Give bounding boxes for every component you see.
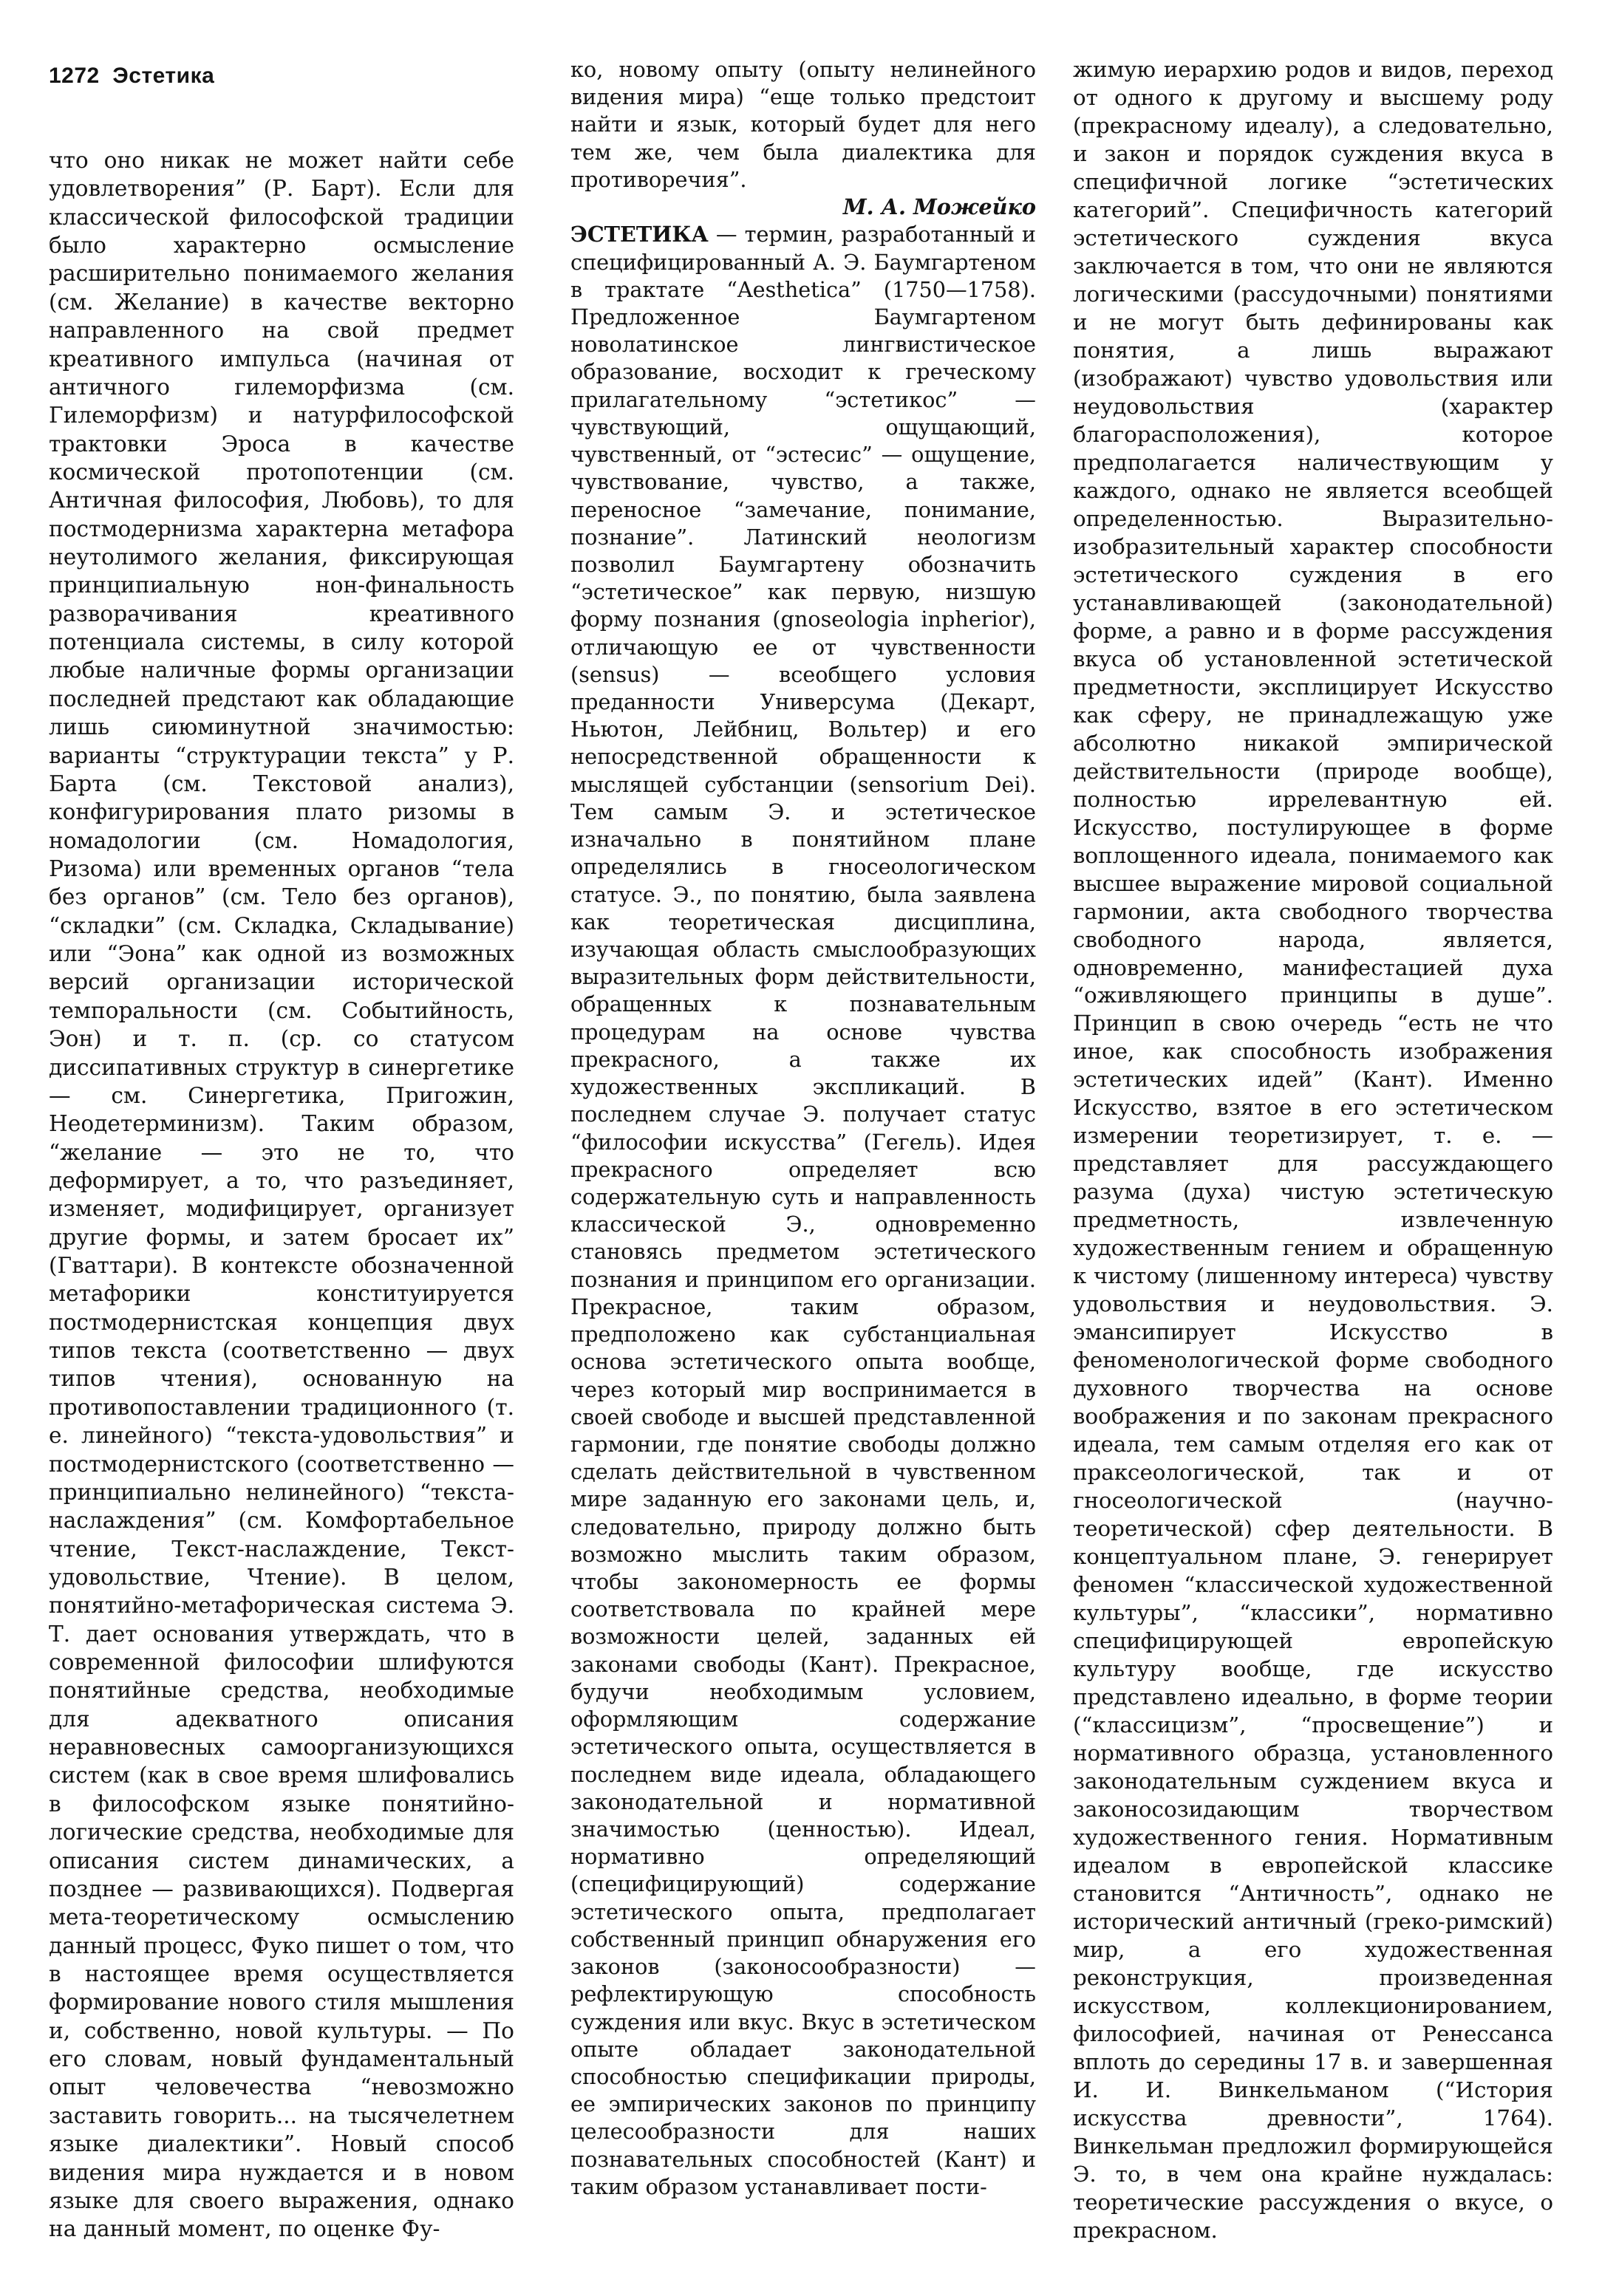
section-title: Эстетика: [112, 64, 215, 88]
column1-paragraph: что оно никак не может найти себе удовлетворения” (Р. Барт). Если для классической философской традиции было характерно осмысление расширительно понимаемого желания (см. Желание) в качестве векторно направленного на свой предмет креативного импульса (начиная от античного гилеморфизма (см. Гилеморфизм) и натурфилософской трактовки Эроса в качестве космической протопотенции (см. Античная философия, Любовь), то для постмодернизма характерна метафора неутолимого желания, фиксирующая принципиальную нон-финальность разворачивания креативного потенциала системы, в силу которой любые наличные формы организации последней предстают как обладающие лишь сиюминутной значимостью: варианты “структурации текста” у Р. Барта (см. Текстовой анализ), конфигурирования плато ризомы в номадологии (см. Номадология, Ризома) или временных органов “тела без органов” (см. Тело без органов), “складки” (см. Складка, Складывание) или “Эона” как одной из возможных версий организации исторической темпоральности (см. Событийность, Эон) и т. п. (ср. со статусом диссипативных структур в синергетике — см. Синергетика, Пригожин, Неодетерминизм). Таким образом, “желание — это не то, что деформирует, а то, что разъединяет, изменяет, модифицирует, организует другие формы, и затем бросает их” (Гваттари). В контексте обозначенной метафорики конституируется постмодернистская концепция двух типов текста (соответственно — двух типов чтения), основанную на противопоставлении традиционного (т. е. линейного) “текста-удовольствия” и постмодернистского (соответственно — принципиально нелинейного) “текста-наслаждения” (см. Комфортабельное чтение, Текст-наслаждение, Текст-удовольствие, Чтение). В целом, понятийно-метафорическая система Э. Т. дает основания утверждать, что в современной философии шлифуются понятийные средства, необходимые для адекватного описания неравновесных самоорганизующихся систем (как в свое время шлифовались в философском языке понятийно-логические средства, необходимые для описания систем динамических, а позднее — развивающихся). Подвергая мета-теоретическому осмыслению данный процесс, Фуко пишет о том, что в настоящее время осуществляется формирование нового стиля мышления и, собственно, новой культуры. — По его словам, новый фундаментальный опыт человечества “невозможно заставить говорить... на тысячелетнем языке диалектики”. Новый способ видения мира нуждается и в новом языке для своего выражения, однако на данный момент, по оценке Фу-: [49, 148, 514, 2242]
entry-text: — термин, разработанный и специфицированный А. Э. Баумгартеном в трактате “Aesthetica” (1750—1758). Предложенное Баумгартеном новолатинское лингвистическое образование, восходит к греческому прилагательному “эстетикос” — чувствующий, ощущающий, чувственный, от “эстесис” — ощущение, чувствование, чувство, а также, переносное “замечание, понимание, познание”. Латинский неологизм позволил Баумгартену обозначить “эстетическое” как первую, низшую форму познания (gnoseologia inpherior), отличающую ее от чувственности (sensus) — всеобщего условия преданности Универсума (Декарт, Ньютон, Лейбниц, Вольтер) и его непосредственной обращенности к мыслящей субстанции (sensorium Dei). Тем самым Э. и эстетическое изначально в понятийном плане определялись в гносеологическом статусе. Э., по понятию, была заявлена как теоретическая дисциплина, изучающая область смыслообразующих выразительных форм действительности, обращенных к познавательным процедурам на основе чувства прекрасного, а также их художественных экспликаций. В последнем случае Э. получает статус “философии искусства” (Гегель). Идея прекрасного определяет всю содержательную суть и направленность классической Э., одновременно становясь предметом эстетического познания и принципом его организации. Прекрасное, таким образом, предположено как субстанциальная основа эстетического опыта вообще, через который мир воспринимается в своей свободе и высшей представленной гармонии, где понятие свободы должно сделать действительной в чувственном мире заданную его законами цель, и, следовательно, природу должно быть возможно мыслить таким образом, чтобы закономерность ее формы соответствовала по крайней мере возможности целей, заданных ей законами свободы (Кант). Прекрасное, будучи необходимым условием, оформляющим содержание эстетического опыта, осуществляется в последнем виде идеала, обладающего законодательной и нормативной значимостью (ценностью). Идеал, нормативно определяющий (специфицирующий) содержание эстетического опыта, предполагает собственный принцип обнаружения его законов (законосообразности) — рефлектирующую способность суждения или вкус. Вкус в эстетическом опыте обладает законодательной способностью спецификации природы, ее эмпирических законов по принципу целесообразности для наших познавательных способностей (Кант) и таким образом устанавливает пости-: [570, 222, 1036, 2199]
page-number: 1272: [49, 64, 100, 88]
text-column-2: [570, 56, 1036, 2201]
author-signature: М. А. Можейко: [842, 194, 1036, 220]
article-entry: [570, 221, 1036, 2201]
text-column-3: [1073, 56, 1553, 2245]
entry-headword: ЭСТЕТИКА: [570, 222, 709, 247]
running-head: [49, 64, 214, 89]
column2-continuation: ко, новому опыту (опыту нелинейного видения мира) “еще только предстоит найти и язык, который будет для него тем же, чем была диалектика для противоречия”.: [570, 57, 1036, 192]
text-column-1: [49, 146, 514, 2244]
column3-paragraph: жимую иерархию родов и видов, переход от одного к другому и высшему роду (прекрасному идеалу), а следовательно, и закон и порядок суждения вкуса в специфичной логике “эстетических категорий”. Специфичность категорий эстетического суждения вкуса заключается в том, что они не являются логическими (рассудочными) понятиями и не могут быть дефинированы как понятия, а лишь выражают (изображают) чувство удовольствия или неудовольствия (характер благорасположения), которое предполагается наличествующим у каждого, однако не является всеобщей определенностью. Выразительно-изобразительный характер способности эстетического суждения в его устанавливающей (законодательной) форме, а равно и в форме рассуждения вкуса об установленной эстетической предметности, эксплицирует Искусство как сферу, не принадлежащую уже абсолютно никакой эмпирической действительности (природе вообще), полностью иррелевантную ей. Искусство, постулирующее в форме воплощенного идеала, понимаемого как высшее выражение мировой социальной гармонии, акта свободного творчества свободного народа, является, одновременно, манифестацией духа “оживляющего принципы в душе”. Принцип в свою очередь “есть не что иное, как способность изображения эстетических идей” (Кант). Именно Искусство, взятое в его эстетическом измерении теоретизирует, т. е. — представляет для рассуждающего разума (духа) чистую эстетическую предметность, извлеченную художественным гением и обращенную к чистому (лишенному интереса) чувству удовольствия и неудовольствия. Э. эмансипирует Искусство в феноменологической форме свободного духовного творчества на основе воображения и по законам прекрасного идеала, тем самым отделяя его как от праксеологической, так и от гносеологической (научно-теоретической) сфер деятельности. В концептуальном плане, Э. генерирует феномен “классической художественной культуры”, “классики”, нормативно специфицирующей европейскую культуру вообще, где искусство представлено идеально, в форме теории (“классицизм”, “просвещение”) и нормативного образца, установленного законодательным суждением вкуса и законосозидающим творчеством художественного гения. Нормативным идеалом в европейской классике становится “Античность”, однако не исторический античный (греко-римский) мир, а его художественная реконструкция, произведенная искусством, коллекционированием, философией, начиная от Ренессанса вплоть до середины 17 в. и завершенная И. И. Винкельманом (“История искусства древности”, 1764). Винкельман предложил формирующейся Э. то, в чем она крайне нуждалась: теоретические рассуждения о вкусе, о прекрасном.: [1073, 57, 1553, 2243]
